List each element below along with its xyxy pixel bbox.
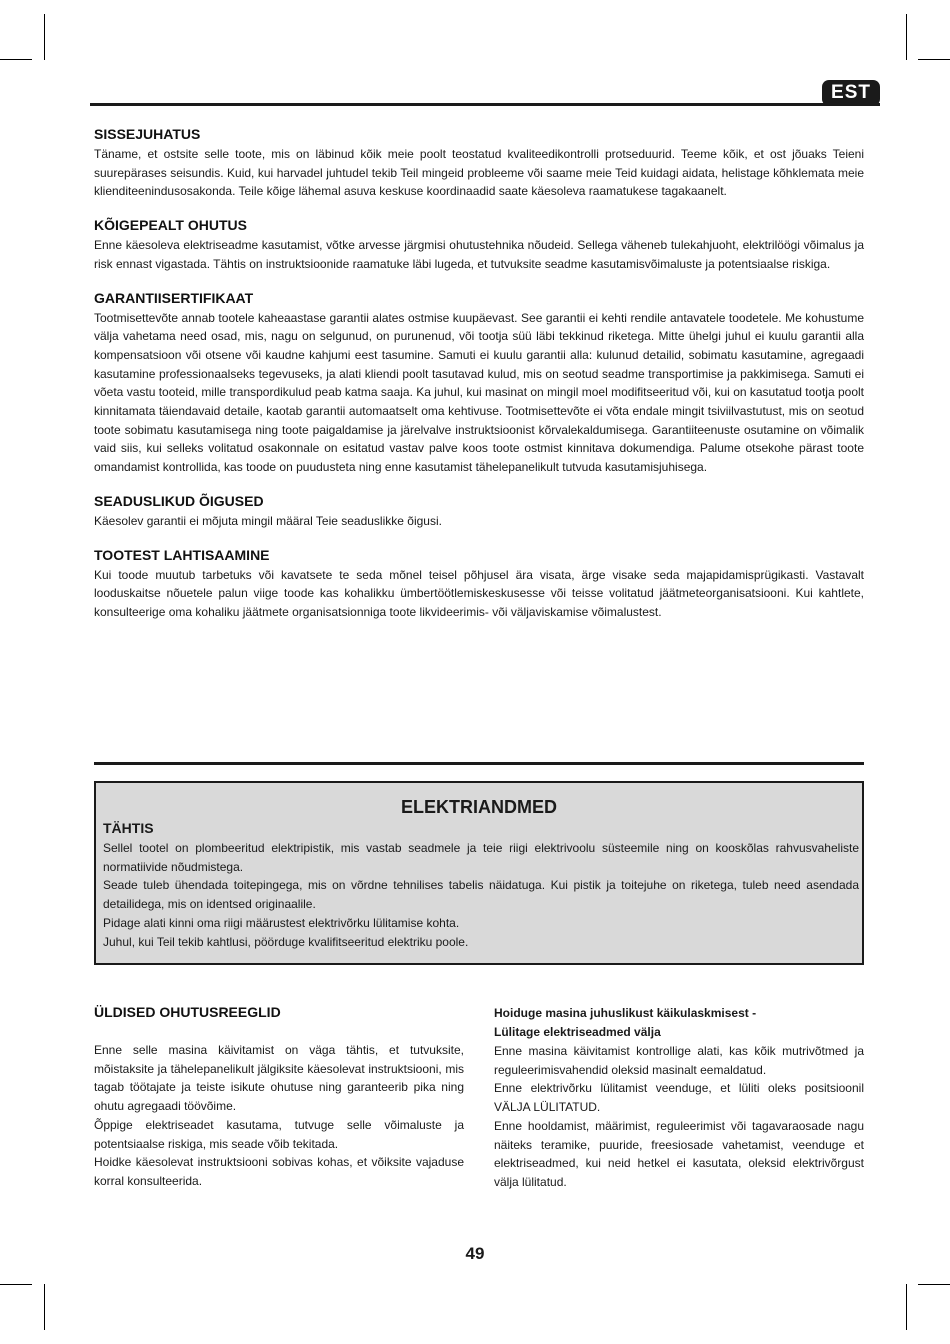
section-title: KÕIGEPEALT OHUTUS bbox=[94, 217, 247, 234]
accidental-start-column bbox=[494, 1004, 864, 1192]
section-body: Tootmisettevõte annab tootele kaheaastase garantii alates ostmise kuupäevast. See garantii ei kehti rendile antavatele toodetele. Me kohustume välja vahetama need osad, mis, nagu on selgunud, on purunenud, või tootja süü läbi tekkinud riketega. Mitte ühelgi juhul ei kuulu garantii alla kompensatsioon või otsene või kaudne kahjumi eest tasumine. Samuti ei kuulu garantii alla: kulunud detailid, sobimatu kasutamine, agregaadi kasutamine professionaalseks tegevuseks, ja alati kliendi poolt tasutavad kulud, mis on seotud seadme transportimise ja pakkimisega. Samuti ei võeta vastu tooteid, mille transpordikulud peab katma saaja. Ka juhul, kui masinat on mingil moel modifitseeritud või, kui on kasutatud tootja poolt kinnitamata täiendavaid detaile, kaotab garantii automaatselt oma kehtivuse. Tootmisettevõte ei võta endale mingit tsiviilvastutust, mis on seotud toote sobimatu kasutamisega ning toote paigaldamise ja järelvalve instruktsioonist kõrvalekaldumisega. Garantiiteenuste osutamine on võimalik vaid siis, kui selleks volitatud osakonnale on esitatud vastav palve koos toote ostmist kinnitava dokumendiga. Palume otsekohe pärast toote omandamist kontrollida, kas toode on puudusteta ning enne kasutamist tähelepanelikult tutvuda kasutamisjuhisega. bbox=[94, 310, 864, 475]
section-body: Enne käesoleva elektriseadme kasutamist, võtke arvesse järgmisi ohutustehnika nõudeid. Sellega väheneb tulekahjuoht, elektrilöögi võimalus ja risk ennast vigastada. Tähtis on instruktsioonide raamatuke läbi lugeda, et tutvuksite seadme kasutamisvõimaluste ja potentsiaalse riskiga. bbox=[94, 238, 864, 271]
general-safety-paragraph: Õppige elektriseadet kasutama, tutvuge selle võimaluste ja potentsiaalse riskiga, mis seade võib tekitada. bbox=[94, 1117, 464, 1151]
general-safety-column bbox=[94, 1004, 464, 1191]
section-divider bbox=[94, 762, 864, 765]
accidental-start-paragraph: Enne hooldamist, määrimist, reguleerimist või tagavaraosade nagu näiteks teramike, puuride, freesiosade vahetamist, veenduge et elektriseadmed, kui neid hetkel ei kasutata, oleksid elektrivõrgust välja lülitatud. bbox=[494, 1118, 864, 1189]
section-disposal bbox=[94, 547, 864, 622]
electrical-subtitle: TÄHTIS bbox=[103, 820, 154, 836]
electrical-paragraph: Pidage alati kinni oma riigi määrustest elektrivõrku lülitamise kohta. bbox=[103, 915, 460, 930]
section-safety-first bbox=[94, 217, 864, 273]
section-body: Täname, et ostsite selle toote, mis on läbinud kõik meie poolt teostatud kvaliteedikontrolli protseduurid. Teeme kõik, et ost jõuaks Teieni suurepärases seisundis. Kuid, kui harvadel juhtudel tekib Teil mingeid probleeme või saame meie Teid kuidagi aidata, helistage kõhklemata meie klienditeenindusosakonda. Teile kõige lähemal asuva keskuse koordinaadid saate käesoleva raamatukese tagakaanelt. bbox=[94, 147, 864, 199]
section-warranty bbox=[94, 290, 864, 477]
general-safety-paragraph: Hoidke käesolevat instruktsiooni sobivas kohas, et võiksite vajaduse korral konsulteerida. bbox=[94, 1155, 464, 1188]
electrical-body bbox=[103, 839, 859, 951]
general-safety-title: ÜLDISED OHUTUSREEGLID bbox=[94, 1004, 281, 1020]
page-number: 49 bbox=[465, 1244, 485, 1263]
crop-mark bbox=[0, 59, 32, 60]
electrical-data-box bbox=[94, 781, 864, 965]
section-body: Käesolev garantii ei mõjuta mingil määral Teie seaduslikke õigusi. bbox=[94, 513, 442, 528]
general-safety-paragraph: Enne selle masina käivitamist on väga tähtis, et tutvuksite, mõistaksite ja tähelepanelikult jälgiksite käesolevat instruktsiooni, mis tagab töötajate ja teiste isikute ohutuse ning garanteerib pika ning ohutu agregaadi töövõime. bbox=[94, 1043, 464, 1114]
accidental-start-heading: Lülitage elektriseadmed välja bbox=[494, 1025, 661, 1039]
crop-mark bbox=[906, 14, 907, 60]
section-title: SEADUSLIKUD ÕIGUSED bbox=[94, 492, 264, 509]
section-legal-rights bbox=[94, 493, 864, 531]
crop-mark bbox=[44, 14, 45, 60]
header-rule bbox=[90, 103, 880, 106]
crop-mark bbox=[44, 1284, 45, 1330]
crop-mark bbox=[918, 59, 950, 60]
crop-mark bbox=[918, 1284, 950, 1285]
electrical-paragraph: Seade tuleb ühendada toitepingega, mis on võrdne tehnilises tabelis näidatuga. Kui pistik ja toitejuhe on riketega, tuleb need asendada detailidega, mis on identsed originaalile. bbox=[103, 878, 859, 912]
electrical-title: ELEKTRIANDMED bbox=[401, 797, 557, 817]
section-title: SISSEJUHATUS bbox=[94, 126, 201, 142]
electrical-paragraph: Sellel tootel on plombeeritud elektripistik, mis vastab seadmele ja teie riigi elektrivoolu süsteemile ning on kooskõlas rahvusvaheliste normatiivide nõudmistega. bbox=[103, 841, 859, 874]
section-title: GARANTIISERTIFIKAAT bbox=[94, 289, 254, 306]
main-content bbox=[94, 126, 864, 638]
electrical-paragraph: Juhul, kui Teil tekib kahtlusi, pöörduge kvalifitseeritud elektriku poole. bbox=[103, 934, 469, 949]
crop-mark bbox=[0, 1284, 32, 1285]
crop-mark bbox=[906, 1284, 907, 1330]
section-body: Kui toode muutub tarbetuks või kavatsete te seda mõnel teisel põhjusel ära visata, ärge visake seda majapidamisprügikasti. Vastavalt looduskaitse nõuetele palun viige toode kas kohalikku ümbertöötlemiskeskusesse või teisse volitatud jäätmeteorganisatsiooni. Kui kahtlete, konsulteerige oma kohaliku jäätmete organisatsionniga toote likvideerimis- või väljaviskamise võimalustest. bbox=[94, 567, 864, 619]
accidental-start-paragraph: Enne masina käivitamist kontrollige alati, kas kõik mutrivõtmed ja reguleerimisvahendid oleksid masinalt eemaldatud. bbox=[494, 1044, 864, 1077]
accidental-start-heading: Hoiduge masina juhuslikust käikulaskmisest - bbox=[494, 1006, 757, 1020]
section-title: TOOTEST LAHTISAAMINE bbox=[94, 546, 270, 563]
accidental-start-paragraph: Enne elektrivõrku lülitamist veenduge, et lüliti oleks positsioonil VÄLJA LÜLITATUD. bbox=[494, 1081, 864, 1115]
section-introduction bbox=[94, 126, 864, 201]
language-badge: EST bbox=[822, 80, 880, 106]
